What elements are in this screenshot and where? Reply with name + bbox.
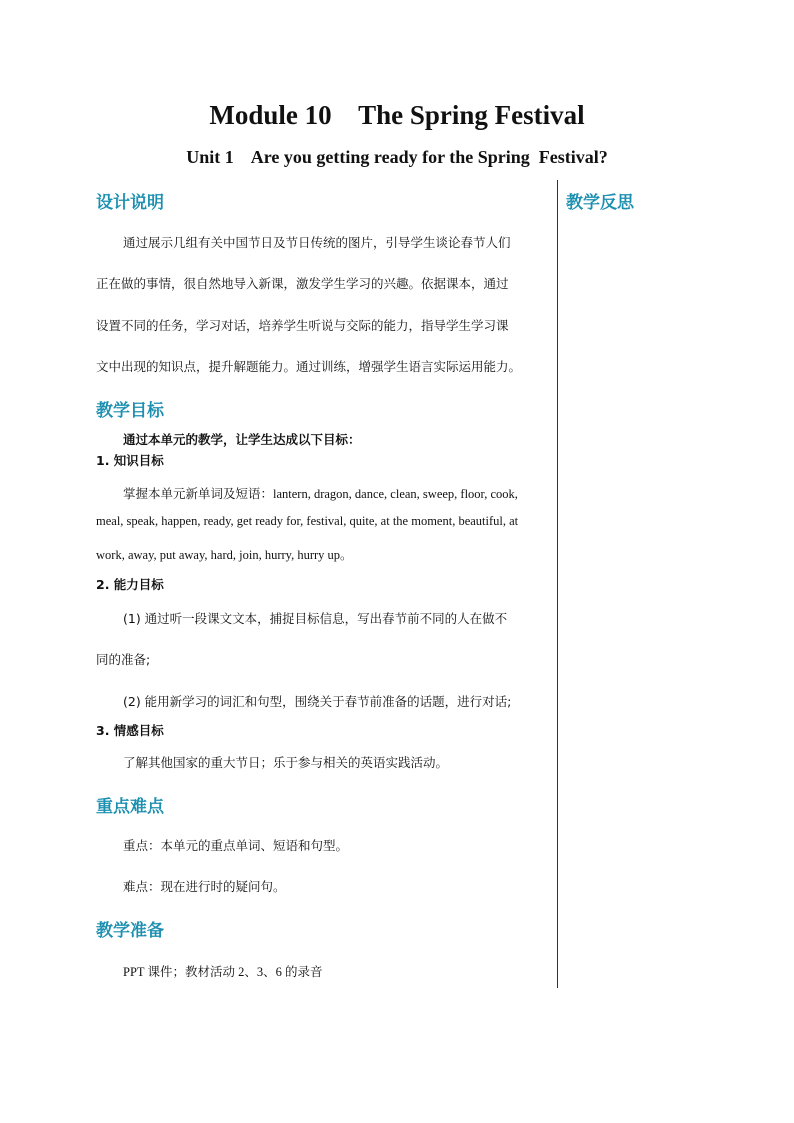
difficult-point: 难点：现在进行时的疑问句。 bbox=[123, 879, 286, 894]
ability-label: 2. 能力目标 bbox=[96, 577, 164, 592]
design-line: 正在做的事情，很自然地导入新课，激发学生学习的兴趣。依据课本，通过 bbox=[96, 276, 509, 291]
reflection-heading: 教学反思 bbox=[566, 193, 634, 213]
ability-item-1-cont: 同的准备; bbox=[96, 652, 151, 667]
design-heading: 设计说明 bbox=[96, 193, 164, 213]
knowledge-line: 掌握本单元新单词及短语：lantern, dragon, dance, clean, sweep, floor, cook, bbox=[123, 487, 518, 501]
knowledge-label: 1. 知识目标 bbox=[96, 453, 164, 468]
ability-item-1: (1) 通过听一段课文文本，捕捉目标信息，写出春节前不同的人在做不 bbox=[123, 611, 508, 626]
knowledge-line: work, away, put away, hard, join, hurry, hurry up。 bbox=[96, 548, 353, 562]
unit-subtitle: Unit 1 Are you getting ready for the Spring Festival? bbox=[186, 147, 608, 167]
emotion-label: 3. 情感目标 bbox=[96, 723, 164, 738]
key-points-heading: 重点难点 bbox=[96, 797, 164, 817]
preparation-text: PPT 课件；教材活动 2、3、6 的录音 bbox=[123, 965, 323, 979]
objectives-heading: 教学目标 bbox=[96, 401, 164, 421]
preparation-heading: 教学准备 bbox=[96, 921, 164, 941]
column-divider bbox=[557, 180, 558, 988]
emotion-text: 了解其他国家的重大节日；乐于参与相关的英语实践活动。 bbox=[123, 755, 449, 770]
key-point: 重点：本单元的重点单词、短语和句型。 bbox=[123, 838, 349, 853]
knowledge-line: meal, speak, happen, ready, get ready for, festival, quite, at the moment, beautiful, at bbox=[96, 514, 519, 528]
objectives-intro: 通过本单元的教学，让学生达成以下目标： bbox=[123, 432, 361, 447]
design-line: 通过展示几组有关中国节日及节日传统的图片，引导学生谈论春节人们 bbox=[123, 235, 511, 250]
design-line: 设置不同的任务，学习对话，培养学生听说与交际的能力，指导学生学习课 bbox=[96, 318, 509, 333]
document-title: Module 10 The Spring Festival bbox=[209, 100, 585, 130]
design-line: 文中出现的知识点，提升解题能力。通过训练，增强学生语言实际运用能力。 bbox=[96, 359, 522, 374]
ability-item-2: (2) 能用新学习的词汇和句型，围绕关于春节前准备的话题，进行对话; bbox=[123, 694, 512, 709]
